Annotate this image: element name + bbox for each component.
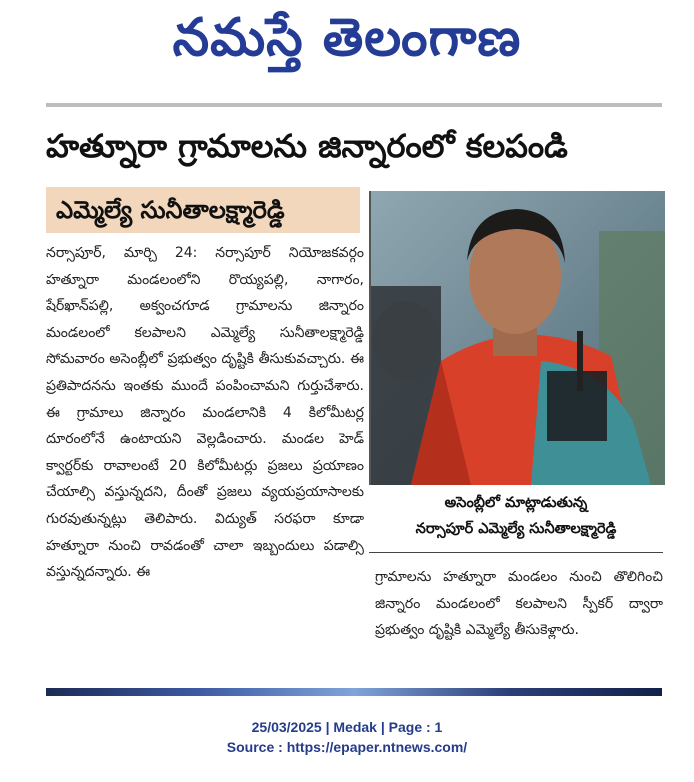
article-photo	[369, 191, 665, 485]
article-continuation	[369, 564, 663, 678]
article-continuation-text: గ్రామాలను హత్నూరా మండలం నుంచి తొలిగించి జిన్నారం మండలంలో కలపాలని స్పీకర్ ద్వారా ప్రభుత్వం దృష్టికి ఎమ్మెల్యే తీసుకెళ్లారు.	[375, 569, 663, 639]
photo-caption-line-2: నర్సాపూర్ ఎమ్మెల్యే సునీతాలక్ష్మారెడ్డి	[415, 521, 617, 537]
masthead	[0, 0, 694, 92]
photo-caption	[369, 490, 663, 553]
photo-caption-line-1: అసెంబ్లీలో మాట్లాడుతున్న	[444, 495, 588, 511]
footer-source: Source : https://epaper.ntnews.com/	[226, 739, 468, 755]
header-divider	[46, 103, 662, 107]
subheadline: ఎమ్మెల్యే సునీతాలక్ష్మారెడ్డి	[46, 187, 360, 233]
mla-portrait-image	[371, 191, 665, 485]
footer	[0, 717, 694, 757]
masthead-title: నమస్తే తెలంగాణ	[172, 8, 522, 68]
article-body	[46, 240, 364, 680]
article-body-text: నర్సాపూర్, మార్చి 24: నర్సాపూర్ నియోజకవర్గం హత్నూరా మండలంలోని రొయ్యపల్లి, నాగారం, షేర్‌ఖాన్‌పల్లి, అక్వంచగూడ గ్రామాలను జిన్నారం మండలంలో కలపాలని ఎమ్మెల్యే సునీతాలక్ష్మారెడ్డి సోమవారం అసెంబ్లీలో ప్రభుత్వం దృష్టికి తీసుకువచ్చారు. ఈ ప్రతిపాదనను ఇంతకు ముందే పంపించామని గుర్తుచేశారు. ఈ గ్రామాలు జిన్నారం మండలానికి 4 కిలోమీటర్ల దూరంలోనే ఉంటాయని వెల్లడించారు. మండల హెడ్ క్వార్టర్‌కు రావాలంటే 20 కిలోమీటర్లు ప్రజలు ప్రయాణం చేయాల్సి వస్తున్నదని, దీంతో ప్రజలు వ్యయప్రయాసాలకు గురవుతున్నట్లు తెలిపారు. విద్యుత్ సరఫరా కూడా హత్నూరా నుంచి రావడంతో చాలా ఇబ్బందులు పడాల్సి వస్తున్నదన్నారు. ఈ	[46, 245, 364, 581]
footer-dateline: 25/03/2025 | Medak | Page : 1	[251, 719, 443, 735]
bottom-image-strip	[46, 688, 662, 696]
headline: హత్నూరా గ్రామాలను జిన్నారంలో కలపండి	[46, 127, 568, 165]
